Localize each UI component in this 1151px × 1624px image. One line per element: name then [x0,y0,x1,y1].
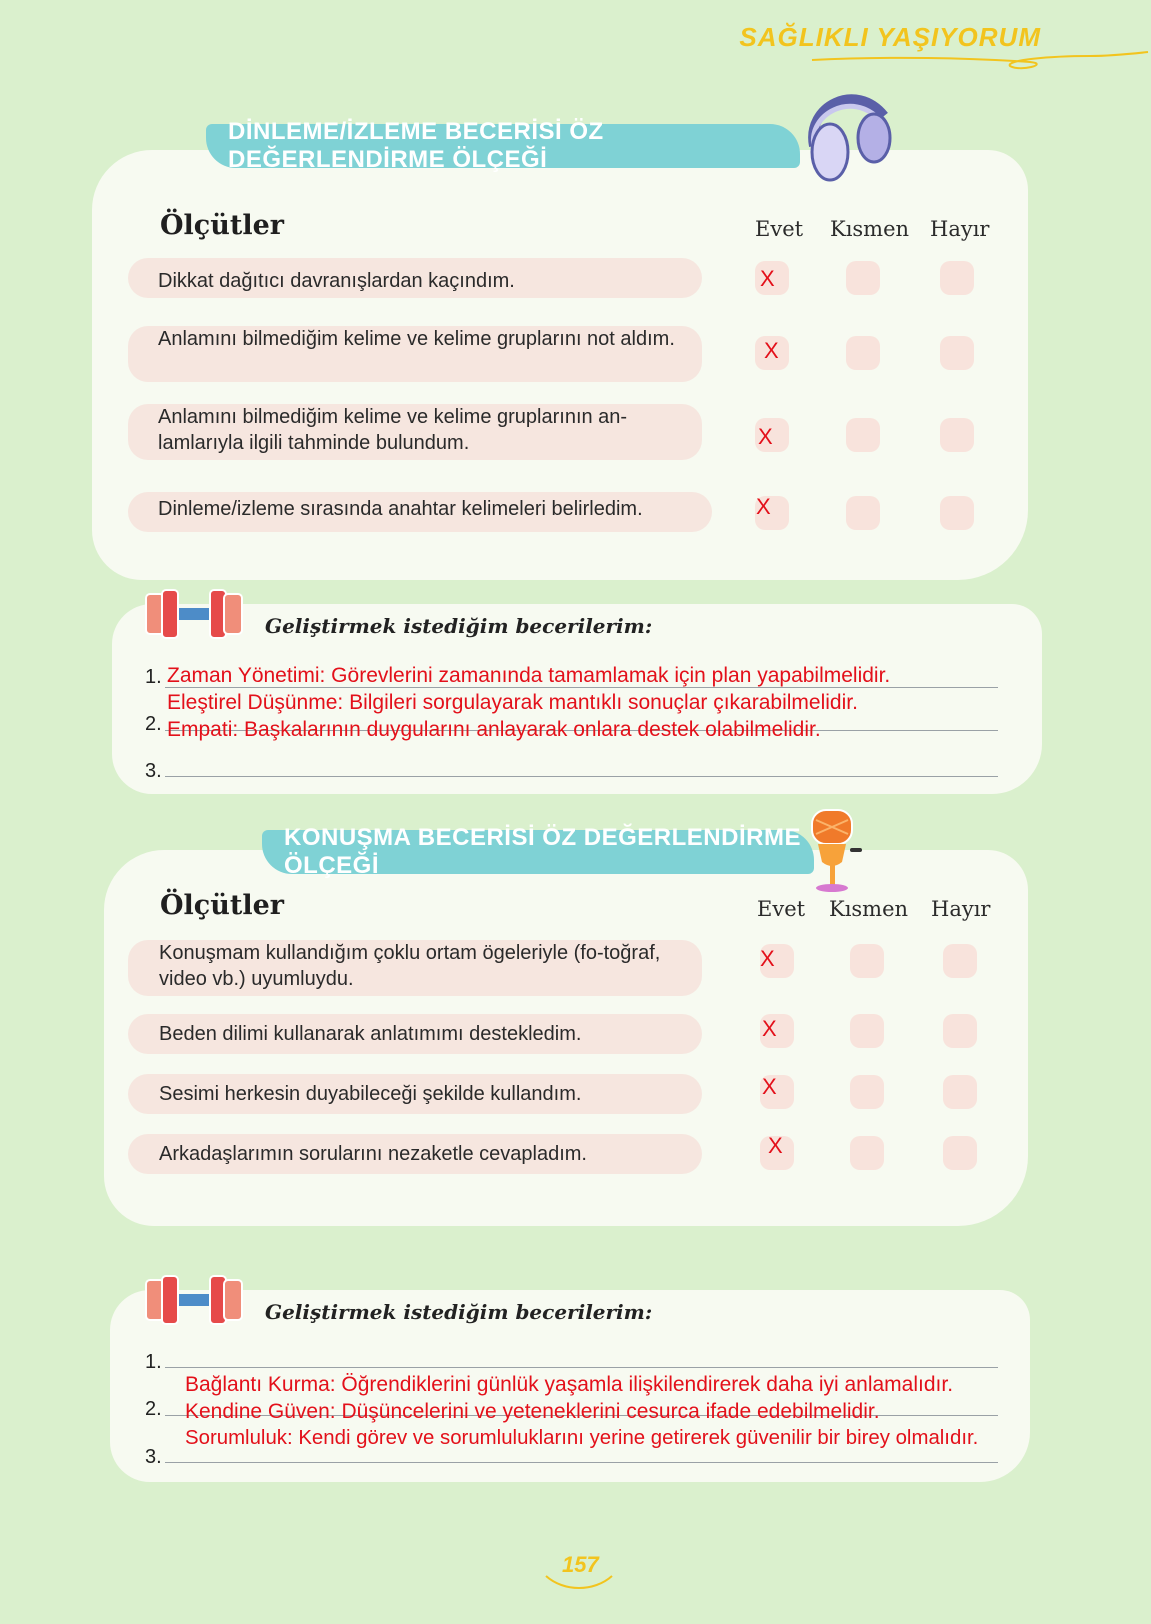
dumbbell-icon [138,1272,250,1328]
column-yes: Evet [757,897,806,921]
checkbox-no[interactable] [943,1075,977,1109]
checkbox-partly[interactable] [850,1014,884,1048]
checkbox-partly[interactable] [846,496,880,530]
microphone-icon [806,806,866,896]
criteria-row-text: Anlamını bilmediğim kelime ve kelime gruplarını not aldım. [158,328,675,350]
answer-mark: X [760,946,775,971]
checkbox-no[interactable] [943,1014,977,1048]
column-partly: Kısmen [830,217,910,241]
list-number: 2. [145,713,162,735]
answer-mark: X [758,424,773,449]
list-number: 3. [145,760,162,782]
criteria-heading: Ölçütler [160,210,284,241]
handwritten-answer[interactable]: Empati: Başkalarının duygularını anlayarak onlara destek olabilmelidir. [167,718,821,741]
list-number: 1. [145,1351,162,1373]
answer-mark: X [756,494,771,519]
banner-title: DİNLEME/İZLEME BECERİSİ ÖZ DEĞERLENDİRME ÖLÇEĞİ [228,118,604,173]
checkbox-no[interactable] [943,944,977,978]
checkbox-partly[interactable] [846,418,880,452]
checkbox-no[interactable] [940,496,974,530]
checkbox-no[interactable] [940,261,974,295]
page-number: 157 [562,1552,599,1577]
column-yes: Evet [755,217,804,241]
answer-line [165,776,998,777]
checkbox-partly[interactable] [850,944,884,978]
checkbox-partly[interactable] [850,1075,884,1109]
answer-mark: X [768,1133,783,1158]
answer-mark: X [762,1016,777,1041]
checkbox-partly[interactable] [850,1136,884,1170]
column-no: Hayır [930,217,990,241]
answer-line [165,1462,998,1463]
list-number: 2. [145,1398,162,1420]
handwritten-answer[interactable]: Bağlantı Kurma: Öğrendiklerini günlük yaşamla ilişkilendirerek daha iyi anlamalıdır. [185,1373,954,1396]
page-number-underline [544,1570,614,1590]
list-number: 3. [145,1446,162,1468]
handwritten-answer[interactable]: Sorumluluk: Kendi görev ve sorumluluklarını yerine getirerek güvenilir bir birey olmalıdır. [185,1427,979,1449]
criteria-row-text: Konuşmam kullandığım çoklu ortam ögeleriyle (fo-toğraf, video vb.) uyumluydu. [159,942,661,990]
criteria-row-text: Dikkat dağıtıcı davranışlardan kaçındım. [158,270,515,292]
listening-scale-banner [206,118,800,173]
checkbox-no[interactable] [943,1136,977,1170]
checkbox-no[interactable] [940,336,974,370]
speaking-scale-banner [262,824,814,879]
criteria-heading: Ölçütler [160,890,284,921]
criteria-row-text: Sesimi herkesin duyabileceği şekilde kullandım. [159,1083,582,1105]
criteria-row-text: Anlamını bilmediğim kelime ve kelime gruplarının an-lamlarıyla ilgili tahminde bulundum. [158,406,628,454]
handwritten-answer[interactable]: Kendine Güven: Düşüncelerini ve yeteneklerini cesurca ifade edebilmelidir. [185,1400,880,1423]
checkbox-no[interactable] [940,418,974,452]
checkbox-partly[interactable] [846,336,880,370]
headphones-icon [796,86,900,186]
handwritten-answer[interactable]: Eleştirel Düşünme: Bilgileri sorgulayarak mantıklı sonuçlar çıkarabilmelidir. [167,691,858,714]
header-underline-squiggle [810,48,1150,78]
list-number: 1. [145,666,162,688]
section-header-title: SAĞLIKLI YAŞIYORUM [739,22,1041,52]
banner-title: KONUŞMA BECERİSİ ÖZ DEĞERLENDİRME ÖLÇEĞİ [284,824,801,879]
answer-mark: X [764,338,779,363]
criteria-row-text: Dinleme/izleme sırasında anahtar kelimeleri belirledim. [158,498,643,520]
criteria-row-text: Beden dilimi kullanarak anlatımımı destekledim. [159,1023,582,1045]
criteria-row-text: Arkadaşlarımın sorularını nezaketle cevapladım. [159,1143,587,1165]
answer-mark: X [762,1074,777,1099]
column-partly: Kısmen [829,897,909,921]
answer-mark: X [760,266,775,291]
skills-heading: Geliştirmek istediğim becerilerim: [265,614,653,638]
skills-heading: Geliştirmek istediğim becerilerim: [265,1300,653,1324]
checkbox-partly[interactable] [846,261,880,295]
answer-line [165,1367,998,1368]
dumbbell-icon [138,586,250,642]
handwritten-answer[interactable]: Zaman Yönetimi: Görevlerini zamanında tamamlamak için plan yapabilmelidir. [167,664,891,687]
column-no: Hayır [931,897,991,921]
